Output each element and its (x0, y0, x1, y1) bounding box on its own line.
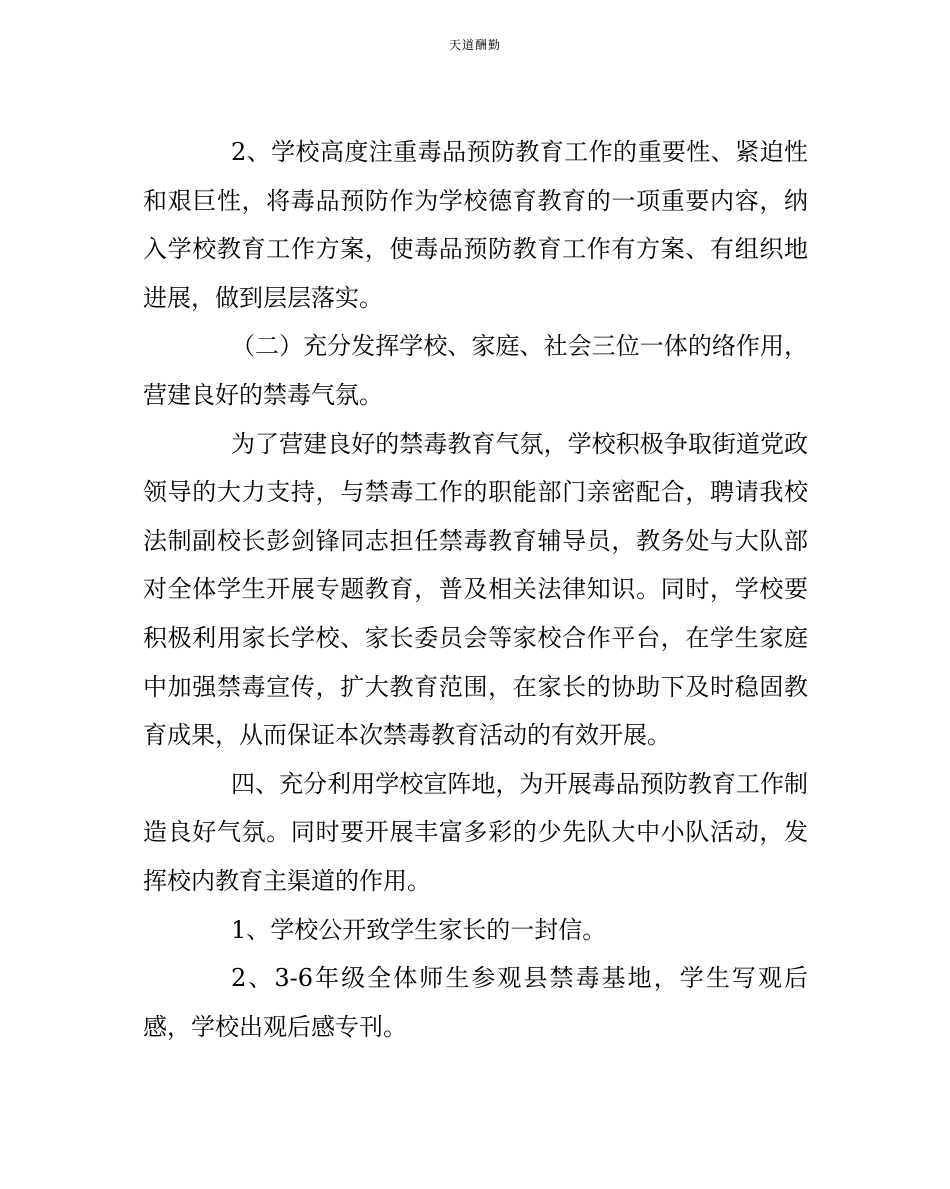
paragraph-6: 2、3-6年级全体师生参观县禁毒基地，学生写观后感，学校出观后感专刊。 (143, 964, 808, 1041)
paragraph-3: 为了营建良好的禁毒教育气氛，学校积极争取街道党政领导的大力支持，与禁毒工作的职能部门亲密配合，聘请我校法制副校长彭剑锋同志担任禁毒教育辅导员，教务处与大队部对全体学生开展专题教育，普及相关法律知识。同时，学校要积极利用家长学校、家长委员会等家校合作平台，在学生家庭中加强禁毒宣传，扩大教育范围，在家长的协助下及时稳固教育成果，从而保证本次禁毒教育活动的有效开展。 (143, 429, 808, 750)
page-header: 天道酬勤 (448, 38, 501, 52)
paragraph-2: （二）充分发挥学校、家庭、社会三位一体的络作用，营建良好的禁毒气氛。 (143, 332, 808, 409)
paragraph-1: 2、学校高度注重毒品预防教育工作的重要性、紧迫性和艰巨性，将毒品预防作为学校德育教育的一项重要内容，纳入学校教育工作方案，使毒品预防教育工作有方案、有组织地进展，做到层层落实。 (143, 138, 808, 312)
paragraph-5: 1、学校公开致学生家长的一封信。 (231, 915, 607, 944)
document-body (143, 128, 808, 1051)
paragraph-4: 四、充分利用学校宣阵地，为开展毒品预防教育工作制造良好气氛。同时要开展丰富多彩的少先队大中小队活动，发挥校内教育主渠道的作用。 (143, 769, 808, 895)
